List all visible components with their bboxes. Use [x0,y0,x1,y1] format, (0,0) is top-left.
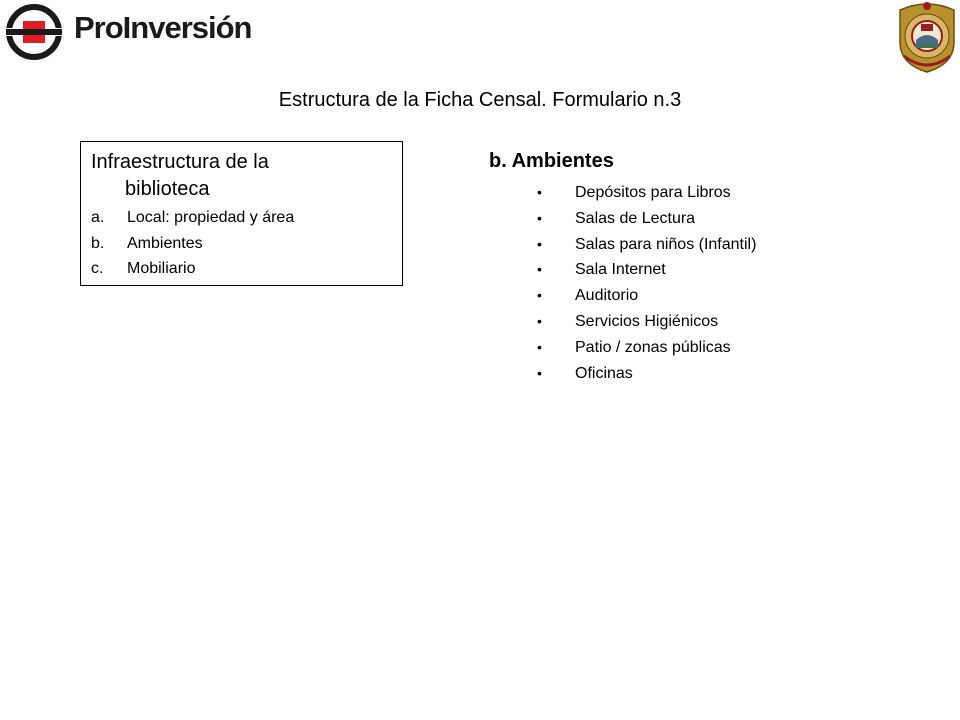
list-item-text: Ambientes [127,234,203,252]
proinversion-logo-icon [4,2,66,62]
bullet-icon: • [537,235,542,252]
list-item [91,256,294,282]
proinversion-logo [4,2,252,62]
list-item-text: Servicios Higiénicos [575,312,719,330]
bullet-icon: • [537,261,542,278]
list-item-label: a. [91,209,105,226]
list-item [537,180,756,206]
list-item [537,361,756,387]
infrastructure-box [80,141,403,286]
list-item-text: Oficinas [575,364,633,382]
bullet-icon: • [537,184,542,200]
list-item [537,257,756,283]
list-item-text: Sala Internet [575,261,666,279]
list-item [537,335,756,361]
list-item-text: Salas para niños (Infantil) [575,235,757,253]
list-item-text: Depósitos para Libros [575,184,731,201]
box-heading-line1: Infraestructura de la [91,151,269,173]
bullet-icon: • [537,287,542,304]
list-item-text: Patio / zonas públicas [575,338,731,356]
bullet-icon: • [537,209,542,226]
bullet-icon: • [537,364,542,381]
list-item [91,205,294,231]
ambientes-list [537,180,756,386]
box-list [91,205,294,282]
list-item [537,232,756,258]
list-item-label: b. [91,234,105,252]
university-seal-icon [894,0,960,74]
bullet-icon: • [537,338,542,355]
list-item-text: Mobiliario [127,260,196,277]
list-item [537,206,756,232]
slide-title: Estructura de la Ficha Censal. Formulario n.3 [278,89,682,111]
list-item-text: Auditorio [575,287,639,305]
box-heading-line2: biblioteca [125,178,210,200]
brand-name: ProInversión [74,10,252,45]
box-heading [91,149,269,203]
section-title: b. Ambientes [489,150,614,172]
list-item [91,231,294,257]
bullet-icon: • [537,312,542,329]
list-item-label: c. [91,260,104,277]
list-item-text: Salas de Lectura [575,209,696,227]
list-item [537,283,756,309]
list-item [537,309,756,335]
list-item-text: Local: propiedad y área [127,209,295,226]
